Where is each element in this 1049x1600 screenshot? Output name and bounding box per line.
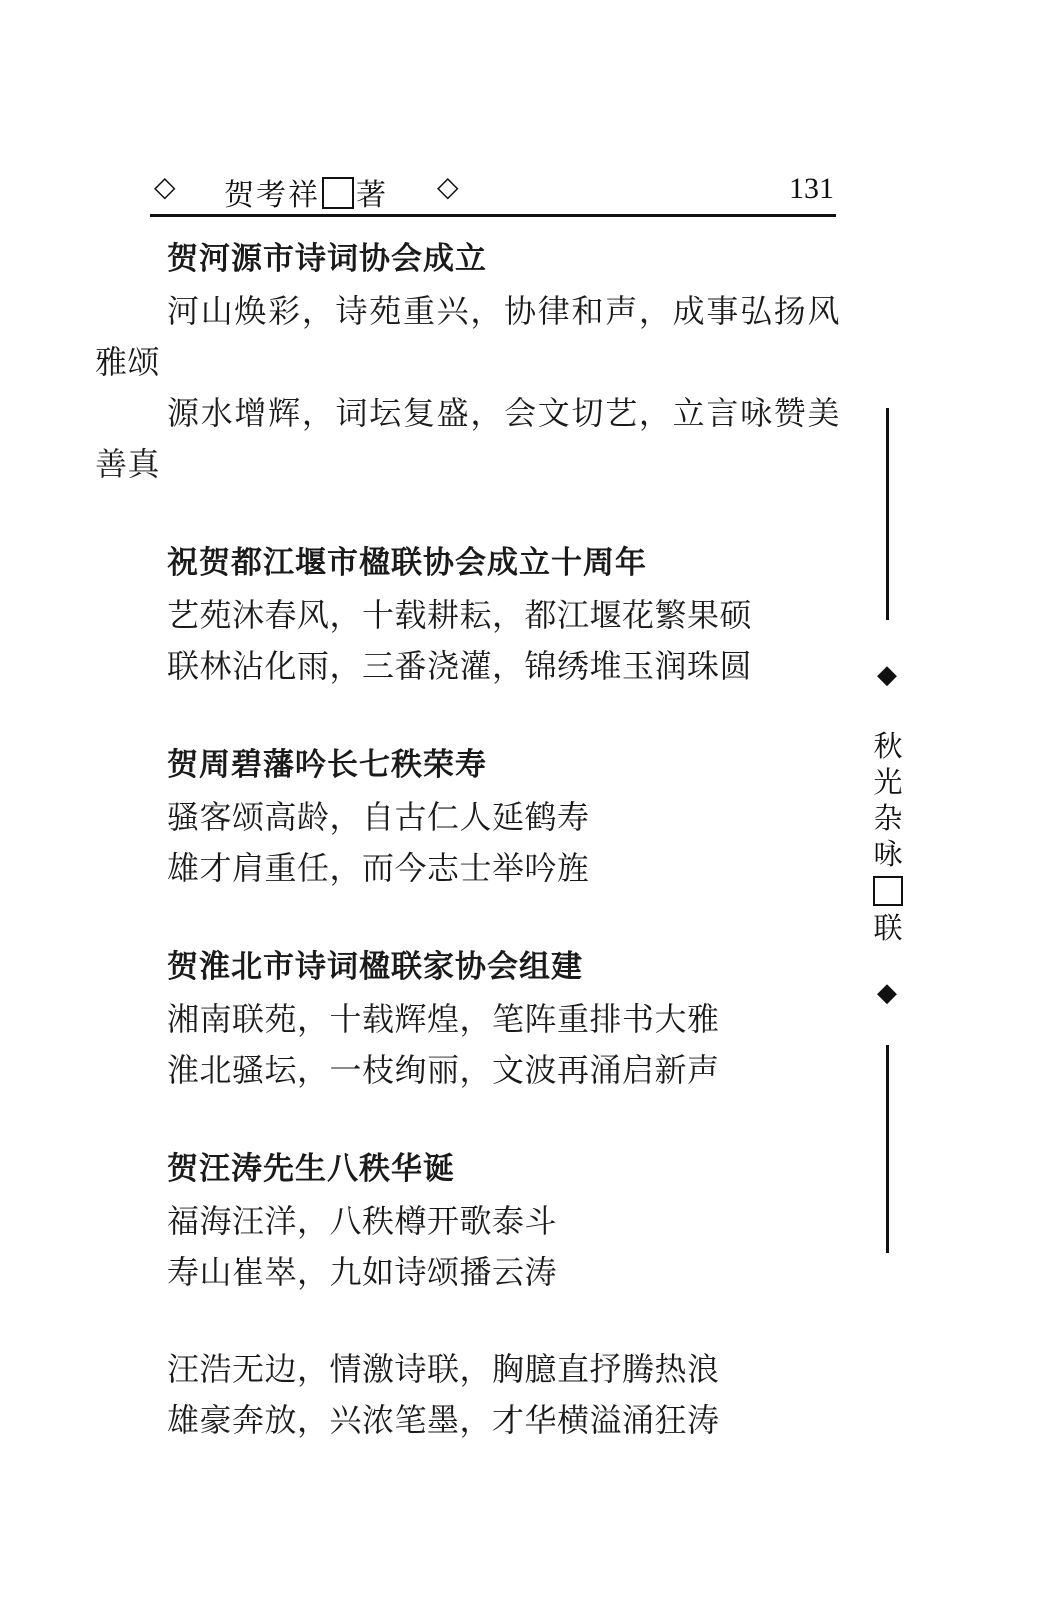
side-box-icon	[873, 876, 903, 906]
verse-line: 湘南联苑，十载辉煌，笔阵重排书大雅	[167, 1000, 720, 1038]
separator-box-icon	[322, 177, 354, 209]
author-byline	[224, 170, 388, 214]
poem-title: 贺周碧藩吟长七秩荣寿	[167, 747, 487, 783]
poem-title: 贺淮北市诗词楹联家协会组建	[167, 949, 583, 985]
side-diamond-bottom-icon: ◆	[877, 978, 897, 1008]
verse-line: 寿山崔崒，九如诗颂播云涛	[167, 1253, 558, 1291]
author-suffix: 著	[356, 178, 388, 213]
verse-line: 河山焕彩，诗苑重兴，协律和声，成事弘扬风雅颂	[95, 292, 840, 381]
verse-line: 雄才肩重任，而今志士举吟旌	[167, 849, 590, 887]
page-body	[95, 232, 840, 1492]
side-char: 光	[873, 765, 903, 799]
poem-title: 祝贺都江堰市楹联协会成立十周年	[167, 545, 647, 581]
diamond-right-icon: ◇	[437, 170, 459, 203]
poem-title: 贺河源市诗词协会成立	[167, 241, 487, 277]
side-char: 秋	[873, 729, 903, 763]
verse-line: 源水增辉，词坛复盛，会文切艺，立言咏赞美善真	[95, 394, 840, 483]
side-rule-bottom	[886, 1045, 889, 1253]
poem	[95, 940, 840, 1096]
poem	[95, 1142, 840, 1298]
side-char: 杂	[873, 801, 903, 835]
verse-line: 艺苑沐春风，十载耕耘，都江堰花繁果硕	[167, 596, 753, 634]
poem	[95, 232, 840, 490]
running-header	[150, 168, 836, 217]
side-char: 咏	[873, 837, 903, 871]
poem	[95, 738, 840, 894]
verse-line: 淮北骚坛，一枝绚丽，文波再涌启新声	[167, 1051, 720, 1089]
author-name: 贺考祥	[224, 178, 320, 213]
poem-title: 贺汪涛先生八秩华诞	[167, 1151, 455, 1187]
verse-line: 汪浩无边，情激诗联，胸臆直抒腾热浪	[167, 1350, 720, 1388]
poem	[95, 1344, 840, 1446]
page-number: 131	[789, 172, 834, 205]
diamond-left-icon: ◇	[154, 170, 176, 203]
side-section-title	[868, 728, 908, 946]
verse-line: 雄豪奔放，兴浓笔墨，才华横溢涌狂涛	[167, 1401, 720, 1439]
verse-line: 福海汪洋，八秩樽开歌泰斗	[167, 1202, 558, 1240]
verse-line: 联林沾化雨，三番浇灌，锦绣堆玉润珠圆	[167, 647, 753, 685]
side-char: 联	[873, 911, 903, 945]
side-diamond-top-icon: ◆	[877, 660, 897, 690]
verse-line: 骚客颂高龄，自古仁人延鹤寿	[167, 798, 590, 836]
poem	[95, 536, 840, 692]
side-rule-top	[886, 408, 889, 620]
